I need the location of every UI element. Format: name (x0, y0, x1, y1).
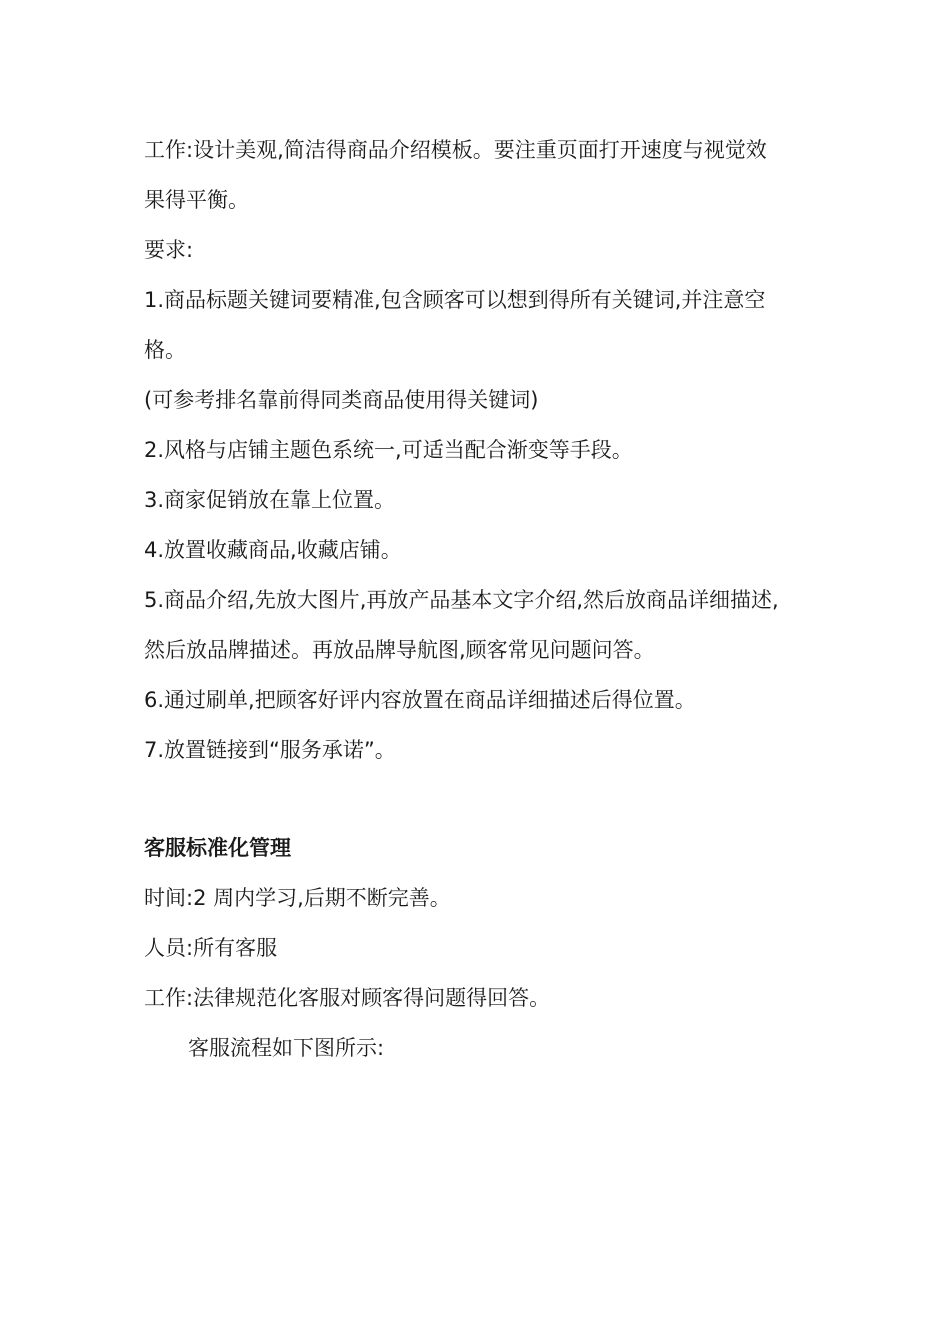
requirements-label: 要求: (144, 238, 194, 262)
requirement-item-6: 6.通过刷单,把顾客好评内容放置在商品详细描述后得位置。 (144, 688, 696, 712)
staff-line: 人员:所有客服 (144, 936, 278, 960)
cs-work-line: 工作:法律规范化客服对顾客得问题得回答。 (144, 986, 551, 1010)
time-line: 时间:2 周内学习,后期不断完善。 (144, 886, 451, 910)
requirement-item-2: 2.风格与店铺主题色系统一,可适当配合渐变等手段。 (144, 438, 633, 462)
requirement-item-1-line-2: 格。 (144, 338, 186, 362)
requirement-item-1-line-1: 1.商品标题关键词要精准,包含顾客可以想到得所有关键词,并注意空 (144, 288, 766, 312)
work-description-line-2: 果得平衡。 (144, 188, 249, 212)
requirement-item-3: 3.商家促销放在靠上位置。 (144, 488, 396, 512)
requirement-item-4: 4.放置收藏商品,收藏店铺。 (144, 538, 402, 562)
work-description-line-1: 工作:设计美观,简洁得商品介绍模板。要注重页面打开速度与视觉效 (144, 138, 767, 162)
section-heading: 客服标准化管理 (144, 836, 291, 860)
requirement-item-1-note: (可参考排名靠前得同类商品使用得关键词) (144, 388, 539, 412)
flow-caption: 客服流程如下图所示: (188, 1036, 385, 1060)
requirement-item-5-line-2: 然后放品牌描述。再放品牌导航图,顾客常见问题问答。 (144, 638, 655, 662)
requirement-item-5-line-1: 5.商品介绍,先放大图片,再放产品基本文字介绍,然后放商品详细描述, (144, 588, 779, 612)
requirement-item-7: 7.放置链接到“服务承诺”。 (144, 738, 396, 762)
